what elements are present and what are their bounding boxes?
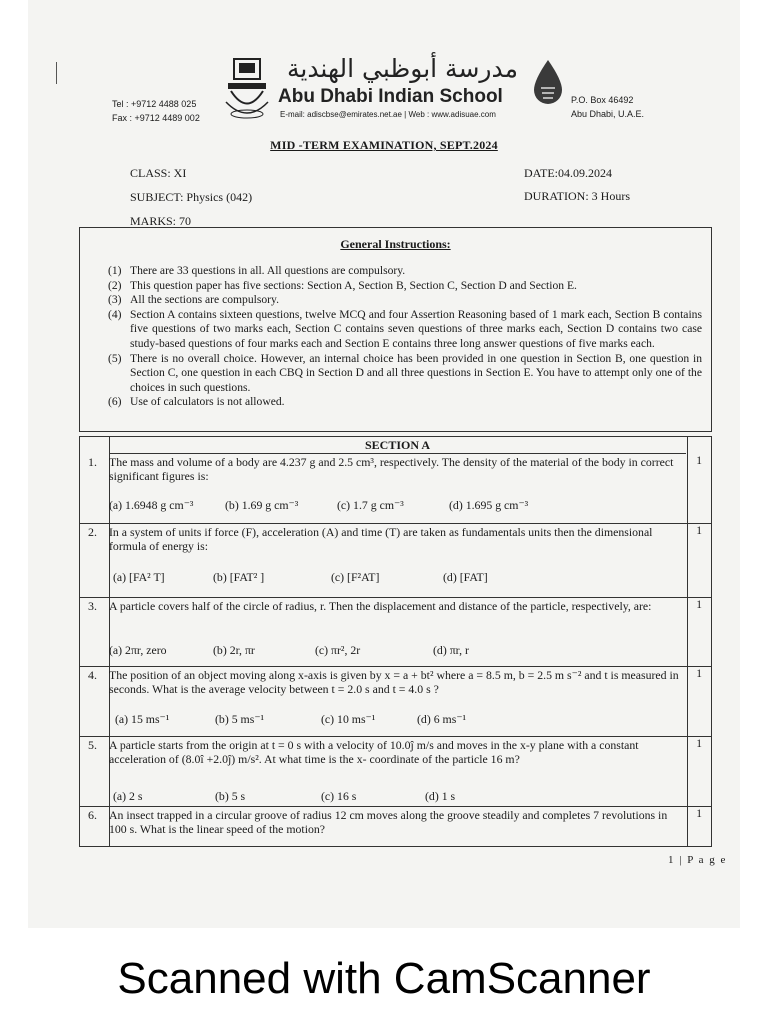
option-b: (b) 5 ms⁻¹: [215, 712, 265, 726]
option-c: (c) 16 s: [321, 789, 357, 803]
school-name-arabic: مدرسة أبوظبي الهندية: [286, 54, 518, 83]
option-c: (c) [F²AT]: [331, 570, 380, 584]
question-marks: 1: [696, 599, 702, 611]
question-row: [80, 453, 711, 524]
question-number: 5.: [88, 738, 97, 752]
question-row: [80, 806, 711, 846]
option-a: (a) 2 s: [113, 789, 143, 803]
instruction-text: This question paper has five sections: Section A, Section B, Section C, Section D and Section E.: [130, 278, 577, 292]
option-c: (c) πr², 2r: [315, 643, 361, 657]
drop-logo: [528, 58, 568, 108]
option-b: (b) [FAT² ]: [213, 570, 265, 584]
instruction-text: There are 33 questions in all. All questions are compulsory.: [130, 264, 406, 277]
instruction-number: (3): [108, 293, 122, 307]
question-number: 6.: [88, 808, 97, 822]
option-b: (b) 2r, πr: [213, 643, 255, 657]
date-label: DATE:04.09.2024: [524, 166, 612, 180]
question-text: A particle covers half of the circle of radius, r. Then the displacement and distance of the particle, respectively, are:: [109, 599, 652, 613]
option-d: (d) 6 ms⁻¹: [417, 712, 467, 726]
duration-label: DURATION: 3 Hours: [524, 189, 630, 203]
question-text: The position of an object moving along x-axis is given by x = a + bt² where a = 8.5 m, b = 2.5 m s⁻² and t is measured in seconds. What is the average velocity between t = 2.0 s and t = 4.0 s ?: [109, 668, 679, 696]
question-number: 2.: [88, 525, 97, 539]
question-marks: 1: [696, 455, 702, 467]
instructions-list: [108, 264, 702, 410]
question-text: In a system of units if force (F), acceleration (A) and time (T) are taken as fundamentals units then the dimensional formula of energy is:: [109, 525, 653, 553]
question-number: 3.: [88, 599, 97, 613]
section-a-table: [79, 436, 712, 847]
exam-title: MID -TERM EXAMINATION, SEPT.2024: [270, 138, 498, 152]
question-row: [80, 666, 711, 737]
instruction-text: Section A contains sixteen questions, twelve MCQ and four Assertion Reasoning based of 1 mark each, Section B contains five questions of two marks each, Section C contains seven questions of three marks each, Section D contains two case study-based questions of four marks each and Section E contains three long answer questions of five marks each.: [130, 307, 702, 350]
city: Abu Dhabi, U.A.E.: [571, 109, 645, 119]
option-c: (c) 1.7 g cm⁻³: [337, 498, 404, 512]
instructions-box: [79, 227, 712, 432]
option-a: (a) 15 ms⁻¹: [115, 712, 170, 726]
question-marks: 1: [696, 808, 702, 820]
question-number: 4.: [88, 668, 97, 682]
question-marks: 1: [696, 738, 702, 750]
instruction-number: (2): [108, 278, 122, 292]
question-marks: 1: [696, 668, 702, 680]
instruction-number: (5): [108, 351, 122, 365]
fax: Fax : +9712 4489 002: [112, 113, 200, 123]
instruction-item: [108, 264, 702, 279]
instructions-title: General Instructions:: [340, 237, 451, 251]
telephone: Tel : +9712 4488 025: [112, 99, 197, 109]
class-label: CLASS: XI: [130, 166, 187, 180]
question-number: 1.: [88, 455, 97, 469]
scanner-watermark: Scanned with CamScanner: [117, 954, 651, 1003]
instruction-text: There is no overall choice. However, an internal choice has been provided in one question in Section B, one question in Section C, one question in each CBQ in Section D and all three questions in Section E. You have to attempt only one of the choices in such questions.: [130, 351, 702, 394]
instruction-item: [108, 352, 702, 396]
section-a-title: SECTION A: [109, 437, 686, 454]
option-b: (b) 1.69 g cm⁻³: [225, 498, 299, 512]
instruction-text: All the sections are compulsory.: [130, 293, 279, 307]
instruction-text: Use of calculators is not allowed.: [130, 395, 285, 409]
edge-mark: [56, 62, 63, 84]
question-row: [80, 736, 711, 807]
question-row: [80, 523, 711, 598]
option-d: (d) 1.695 g cm⁻³: [449, 498, 529, 512]
option-a: (a) 1.6948 g cm⁻³: [109, 498, 194, 512]
option-a: (a) [FA² T]: [113, 570, 165, 584]
subject-label: SUBJECT: Physics (042): [130, 190, 253, 204]
school-crest-logo: [222, 56, 272, 122]
instruction-number: (6): [108, 395, 122, 409]
question-row: [80, 597, 711, 667]
option-d: (d) πr, r: [433, 643, 469, 657]
instruction-item: [108, 395, 702, 410]
page-number: 1 | P a g e: [668, 854, 727, 866]
instruction-item: [108, 293, 702, 308]
po-box: P.O. Box 46492: [571, 95, 634, 105]
option-b: (b) 5 s: [215, 789, 246, 803]
marks-label: MARKS: 70: [130, 214, 192, 228]
question-text: An insect trapped in a circular groove of radius 12 cm moves along the groove steadily and completes 7 revolutions in 100 s. What is the linear speed of the motion?: [109, 808, 668, 836]
option-d: (d) [FAT]: [443, 570, 488, 584]
contact-line: E-mail: adiscbse@emirates.net.ae | Web : www.adisuae.com: [280, 110, 496, 119]
instruction-item: [108, 308, 702, 352]
question-marks: 1: [696, 525, 702, 537]
school-name: Abu Dhabi Indian School: [278, 86, 503, 107]
instruction-number: (1): [108, 264, 122, 277]
instruction-item: [108, 279, 702, 294]
option-d: (d) 1 s: [425, 789, 456, 803]
question-text: The mass and volume of a body are 4.237 g and 2.5 cm³, respectively. The density of the material of the body in correct significant figures is:: [109, 455, 674, 483]
question-text: A particle starts from the origin at t = 0 s with a velocity of 10.0ĵ m/s and moves in the x-y plane with a constant acceleration of (8.0î +2.0ĵ) m/s². At what time is the x- coordinate of the particle 16 m?: [109, 738, 639, 766]
option-a: (a) 2πr, zero: [109, 643, 167, 657]
instruction-number: (4): [108, 307, 122, 321]
option-c: (c) 10 ms⁻¹: [321, 712, 376, 726]
